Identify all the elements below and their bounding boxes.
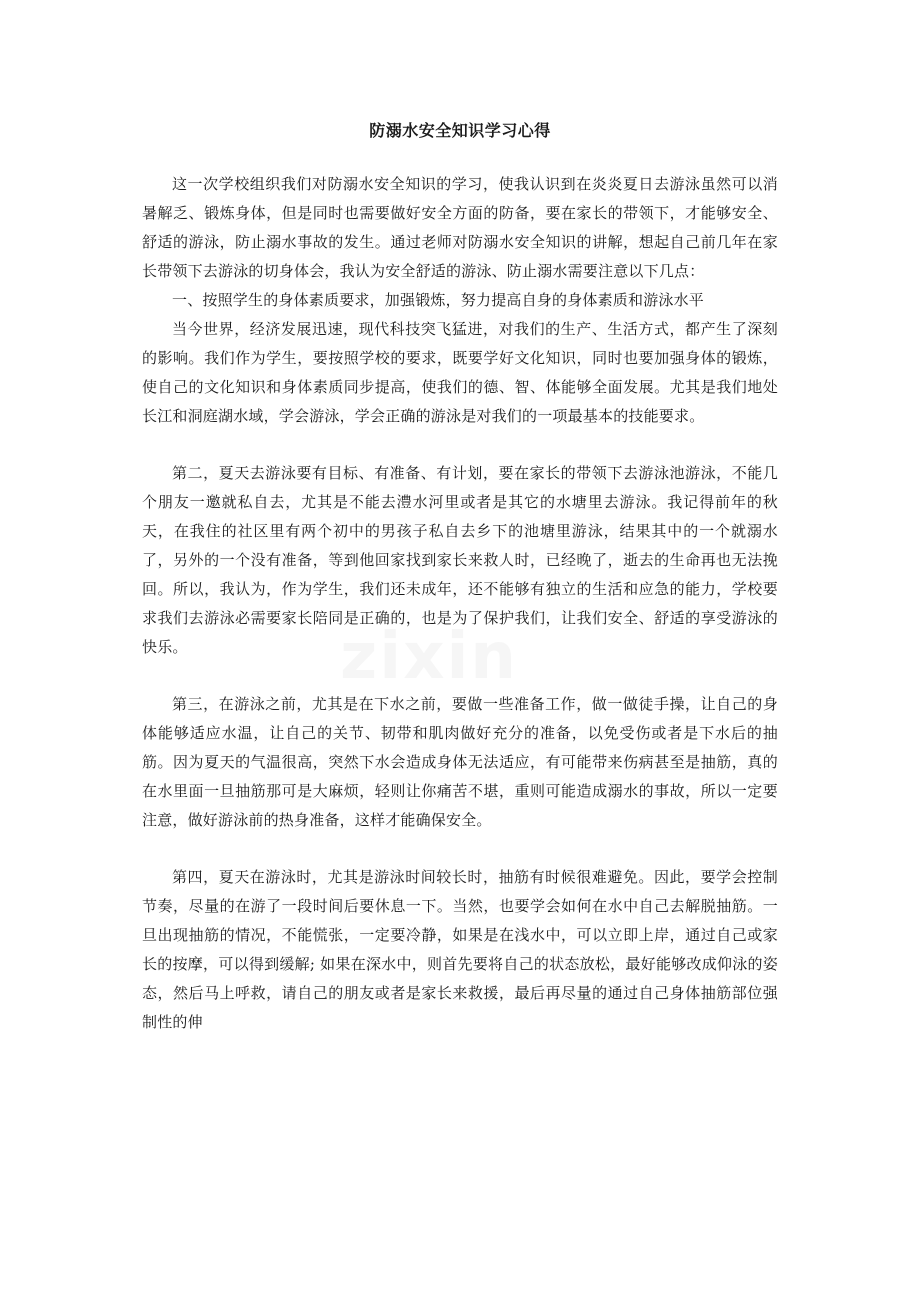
paragraph-3: 第三，在游泳之前，尤其是在下水之前，要做一些准备工作，做一做徒手操，让自己的身体能够适应水温，让自己的关节、韧带和肌肉做好充分的准备，以免受伤或者是下水后的抽筋。因为夏天的气温很高，突然下水会造成身体无法适应，有可能带来伤病甚至是抽筋，真的在水里面一旦抽筋那可是大麻烦，轻则让你痛苦不堪，重则可能造成溺水的事故，所以一定要注意，做好游泳前的热身准备，这样才能确保安全。: [142, 695, 778, 829]
document-title: 防溺水安全知识学习心得: [369, 121, 551, 140]
watermark: zixin: [340, 620, 518, 694]
paragraph-2: 第二，夏天去游泳要有目标、有准备、有计划，要在家长的带领下去游泳池游泳，不能几个朋友一邀就私自去，尤其是不能去澧水河里或者是其它的水塘里去游泳。我记得前年的秋天，在我住的社区里有两个初中的男孩子私自去乡下的池塘里游泳，结果其中的一个就溺水了，另外的一个没有准备，等到他回家找到家长来救人时，已经晚了，逝去的生命再也无法挽回。所以，我认为，作为学生，我们还未成年，还不能够有独立的生活和应急的能力，学校要求我们去游泳必需要家长陪同是正确的，也是为了保护我们，让我们安全、舒适的享受游泳的快乐。: [142, 464, 778, 656]
intro-paragraph: 这一次学校组织我们对防溺水安全知识的学习，使我认识到在炎炎夏日去游泳虽然可以消暑解乏、锻炼身体，但是同时也需要做好安全方面的防备，要在家长的带领下，才能够安全、舒适的游泳，防止溺水事故的发生。通过老师对防溺水安全知识的讲解，想起自己前几年在家长带领下去游泳的切身体会，我认为安全舒适的游泳、防止溺水需要注意以下几点：: [142, 175, 778, 280]
section-heading-1: 一、按照学生的身体素质要求，加强锻炼，努力提高自身的身体素质和游泳水平: [172, 291, 705, 309]
paragraph-4: 第四，夏天在游泳时，尤其是游泳时间较长时，抽筋有时候很难避免。因此，要学会控制节奏，尽量的在游了一段时间后要休息一下。当然，也要学会如何在水中自己去解脱抽筋。一旦出现抽筋的情况，不能慌张，一定要冷静，如果是在浅水中，可以立即上岸，通过自己或家长的按摩，可以得到缓解; 如果在深水中，则首先要将自己的状态放松，最好能够改成仰泳的姿态，然后马上呼救，请自己的朋友或者是家长来救援，最后再尽量的通过自己身体抽筋部位强制性的伸: [142, 868, 778, 1031]
paragraph-1: 当今世界，经济发展迅速，现代科技突飞猛进，对我们的生产、生活方式，都产生了深刻的影响。我们作为学生，要按照学校的要求，既要学好文化知识，同时也要加强身体的锻炼，使自己的文化知识和身体素质同步提高，使我们的德、智、体能够全面发展。尤其是我们地处长江和洞庭湖水域，学会游泳，学会正确的游泳是对我们的一项最基本的技能要求。: [142, 320, 778, 425]
document-body: [142, 170, 778, 1037]
